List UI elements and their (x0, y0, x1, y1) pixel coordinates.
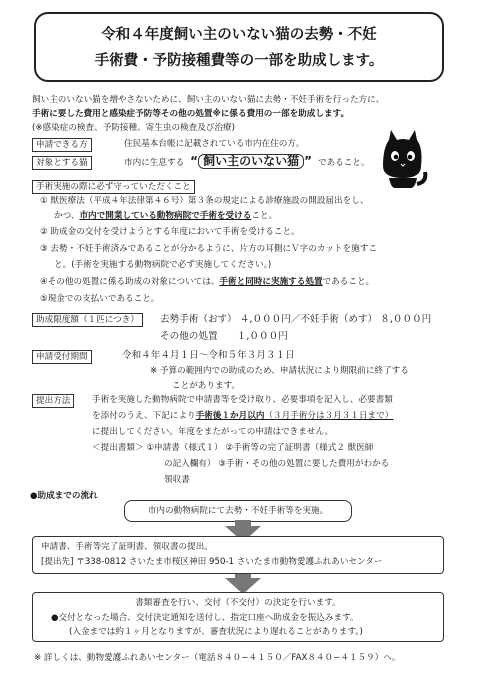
intro-line-1: 飼い主のいない猫を増やさないために、飼い主のいない猫に去勢・不妊手術を行った方に、 (32, 95, 385, 105)
submission-docs: ＜提出書類＞ ①申請書（様式１） ②手術等の完了証明書（様式２ 獣医師 (92, 443, 374, 453)
title-box (34, 12, 444, 82)
limit-label: 助成限度額（１匹につき） (32, 313, 143, 327)
condition-2: ② 助成金の交付を受けようとする年度において手術を受けること。 (40, 227, 300, 237)
flow-step-1: 市内の動物病院にて去勢・不妊手術等を実施。 (124, 500, 352, 522)
period-label: 申請受付期間 (32, 350, 92, 364)
intro-line-2: 手術に要した費用と感染症予防等その他の処置※に係る費用の一部を助成します。 (32, 109, 350, 119)
flow-step-2-label: [提出先] (41, 557, 74, 567)
applicant-text: 住民基本台帳に記載されている市内在住の方。 (124, 139, 305, 149)
condition-1b: かつ、市内で開業している動物病院で手術を受けること。 (54, 211, 278, 221)
condition-3b: と。(手術を実施する動物病院で必ず実施してください。) (54, 260, 272, 270)
black-cat-illustration (375, 128, 431, 192)
period-note-b: ことがあります。 (172, 381, 241, 391)
limit-row-1: 去勢手術（おす） ４,０００円／不妊手術（めす） ８,０００円 (160, 314, 432, 325)
condition-1a: ① 獣医療法（平成４年法律第４６号）第３条の規定による診療施設の開設届出をし、 (40, 196, 369, 206)
title-line-2: 手術費・予防接種費等の一部を助成します。 (94, 53, 384, 69)
docs-label: ＜提出書類＞ (92, 443, 144, 453)
intro-line-3: (※感染症の検査、予防接種、寄生虫の検査及び治療) (32, 123, 235, 133)
submission-p1: 手術を実施した動物病院で申請書等を受け取り、必要事項を記入し、必要書類 (92, 395, 393, 405)
flow-step-3: 書類審査を行い、交付（不交付）の決定を行います。 ●交付となった場合、交付決定通知を送付し、指定口座へ助成金を振込みます。 (入金までは約１ヶ月となりますが、審査状況により遅れることがあります。) (32, 592, 444, 642)
period-text: 令和４年４月１日〜令和５年３月３１日 (122, 350, 295, 361)
limit-row-2: その他の処置 １,０００円 (160, 331, 288, 342)
condition-3a: ③ 去勢・不妊手術済みであることが分かるように、片方の耳側にＶ字のカットを施すこ (40, 244, 377, 254)
flow-step-2: 申請書、手術等完了証明書、領収書の提出。 [提出先] 〒338-0812 さいたま市桜区神田 950-1 さいたま市動物愛護ふれあいセンター (32, 536, 444, 574)
submission-p2: を添付のうえ、下記により手術後１か月以内（３月手術分は３月３１日まで） (92, 411, 394, 421)
conditions-label: 手術実施の際に必ず守っていただくこと (32, 180, 195, 194)
target-text: 市内に生息する “ 飼い主のいない猫 ” であること。 (124, 154, 370, 168)
footer-note: ※ 詳しくは、動物愛護ふれあいセンター（電話８４０−４１５０／FAX８４０−４１５９）へ。 (34, 653, 401, 663)
period-note-a: ※ 予算の範囲内での助成のため、申請状況により期限前に終了する (150, 366, 409, 376)
submission-docs-2: の記入欄有） ③手術・その他の処置に要した費用がわかる (164, 459, 390, 469)
condition-5: ⑤現金での支払いであること。 (40, 294, 160, 304)
submission-docs-3: 領収書 (164, 475, 190, 485)
applicant-label: 申請できる方 (32, 138, 92, 152)
target-highlight: 飼い主のいない猫 (198, 154, 304, 169)
target-label: 対象とする猫 (32, 156, 92, 170)
flow-heading: ●助成までの流れ (30, 491, 98, 501)
condition-4: ④その他の処置に係る助成の対象については、手術と同時に実施する処置であること。 (40, 277, 375, 287)
submission-p3: に提出してください。年度をまたがっての申請はできません。 (92, 427, 334, 437)
title-line-1: 令和４年度飼い主のいない猫の去勢・不妊 (101, 27, 377, 43)
submission-label: 提出方法 (32, 394, 74, 408)
